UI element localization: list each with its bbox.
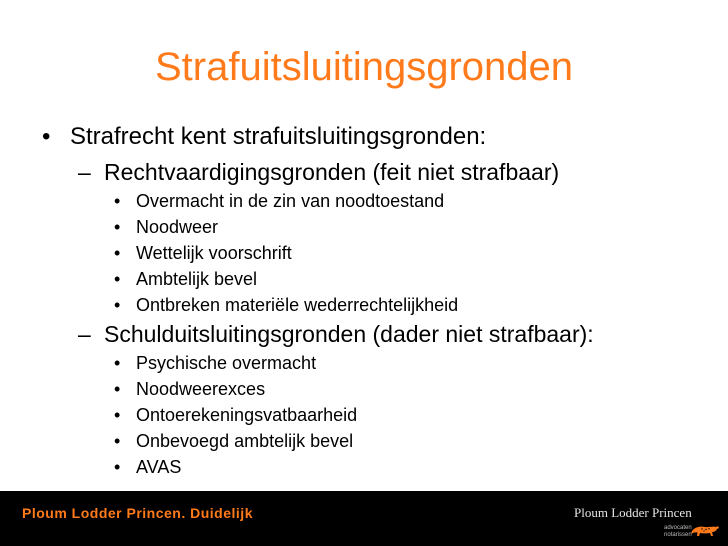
bullet-marker: • bbox=[114, 269, 121, 289]
bullet-text: Strafrecht kent strafuitsluitingsgronden: bbox=[70, 123, 487, 150]
bullet-item-level2 bbox=[40, 320, 720, 352]
bullet-text: Psychische overmacht bbox=[136, 353, 317, 373]
bullet-item-level1 bbox=[40, 122, 720, 158]
bullet-text: Rechtvaardigingsgronden (feit niet strafbaar) bbox=[104, 159, 560, 185]
bullet-text: Onbevoegd ambtelijk bevel bbox=[136, 431, 354, 451]
bullet-text: Wettelijk voorschrift bbox=[136, 243, 292, 263]
footer-sub-line1: advocaten bbox=[664, 525, 692, 531]
bullet-text: AVAS bbox=[136, 457, 182, 477]
bullet-marker: • bbox=[114, 295, 121, 315]
bullet-marker: • bbox=[114, 457, 121, 477]
bullet-item-level3 bbox=[40, 294, 720, 320]
footer-sub-line2: notarissen bbox=[664, 532, 692, 538]
bullet-marker: • bbox=[114, 431, 121, 451]
bullet-item-level3 bbox=[40, 378, 720, 404]
footer-subtitle bbox=[664, 525, 692, 539]
bullet-text: Ontoerekeningsvatbaarheid bbox=[136, 405, 358, 425]
footer-bar bbox=[0, 491, 728, 546]
bullet-marker: • bbox=[114, 379, 121, 399]
bullet-marker: • bbox=[114, 405, 121, 425]
bullet-item-level3 bbox=[40, 430, 720, 456]
leopard-logo-icon bbox=[690, 521, 720, 537]
dash-marker: – bbox=[78, 159, 91, 185]
slide-title: Strafuitsluitingsgronden bbox=[154, 45, 574, 89]
bullet-list bbox=[40, 122, 720, 482]
footer-tagline: Ploum Lodder Princen. Duidelijk bbox=[22, 505, 253, 521]
bullet-marker: • bbox=[114, 353, 121, 373]
bullet-item-level3 bbox=[40, 404, 720, 430]
bullet-text: Ambtelijk bevel bbox=[136, 269, 258, 289]
bullet-text: Schulduitsluitingsgronden (dader niet strafbaar): bbox=[104, 321, 594, 347]
bullet-marker: • bbox=[42, 123, 51, 150]
bullet-item-level3 bbox=[40, 190, 720, 216]
bullet-item-level3 bbox=[40, 216, 720, 242]
bullet-marker: • bbox=[114, 191, 121, 211]
footer-brand: Ploum Lodder Princen bbox=[574, 505, 692, 520]
bullet-item-level3 bbox=[40, 352, 720, 378]
bullet-marker: • bbox=[114, 217, 121, 237]
bullet-item-level3 bbox=[40, 242, 720, 268]
bullet-text: Ontbreken materiële wederrechtelijkheid bbox=[136, 295, 459, 315]
bullet-item-level2 bbox=[40, 158, 720, 190]
bullet-item-level3 bbox=[40, 268, 720, 294]
bullet-marker: • bbox=[114, 243, 121, 263]
bullet-text: Overmacht in de zin van noodtoestand bbox=[136, 191, 445, 211]
bullet-text: Noodweerexces bbox=[136, 379, 266, 399]
bullet-text: Noodweer bbox=[136, 217, 219, 237]
dash-marker: – bbox=[78, 321, 91, 347]
bullet-item-level3 bbox=[40, 456, 720, 482]
